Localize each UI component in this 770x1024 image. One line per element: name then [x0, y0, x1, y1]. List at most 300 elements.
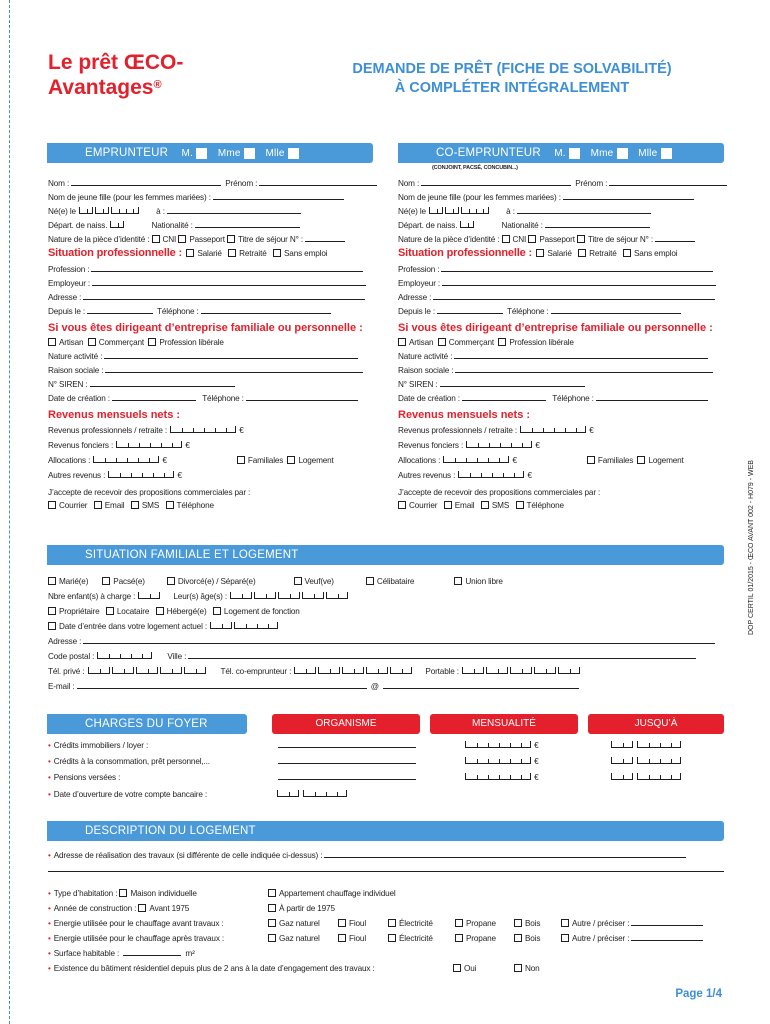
salarie-checkbox[interactable] [186, 249, 194, 257]
enfants-label: Nbre enfant(s) à charge : [48, 592, 136, 601]
revenus-pro-label: Revenus professionnels / retraite : [48, 426, 167, 435]
port-3[interactable] [510, 667, 532, 674]
telco-4[interactable] [366, 667, 388, 674]
retraite-label: Retraité [239, 249, 267, 258]
enfants-boxes[interactable] [138, 592, 160, 599]
etat-0-checkbox[interactable] [48, 577, 56, 585]
email-domain-field[interactable] [383, 681, 579, 689]
m2-label: m² [185, 949, 195, 958]
email-label: Email [104, 501, 125, 510]
date-creation-field[interactable] [462, 393, 546, 401]
energie-opt-label: Gaz naturel [279, 919, 320, 928]
oui-checkbox[interactable] [453, 964, 461, 972]
page-title [302, 60, 722, 98]
mois-boxes[interactable] [611, 741, 633, 748]
etat-5-checkbox[interactable] [454, 577, 462, 585]
revenus-pro-label: Revenus professionnels / retraite : [398, 426, 517, 435]
cni-checkbox[interactable] [502, 235, 510, 243]
allocations-boxes[interactable] [93, 456, 159, 463]
col-organisme: ORGANISME [272, 714, 420, 734]
profession-field[interactable] [91, 264, 363, 272]
logement-2-checkbox[interactable] [156, 607, 164, 615]
lieu-naissance-field[interactable] [167, 206, 301, 214]
revenus-pro-boxes[interactable] [520, 426, 586, 433]
logement-label: Logement [298, 456, 334, 465]
siren-field[interactable] [440, 379, 585, 387]
telephone-label: Téléphone : [507, 307, 549, 316]
etat-label-2: Divorcé(e) / Séparé(e) [177, 577, 256, 586]
birth-day[interactable] [79, 207, 93, 214]
tel-prive-label: Tél. privé : [48, 667, 85, 676]
energie-avant-2-checkbox[interactable] [388, 919, 396, 927]
appartement-checkbox[interactable] [268, 889, 276, 897]
birth-day[interactable] [429, 207, 443, 214]
artisan-label: Artisan [409, 338, 434, 347]
side-reference: DOP CERTIL 01/2015 - ŒCO AVANT 002 - H079 - WEB [748, 460, 755, 635]
energie-opt-label: Propane [466, 934, 496, 943]
familiales-checkbox[interactable] [587, 456, 595, 464]
piece-label: Nature de la pièce d’identité : [48, 235, 150, 244]
nature-activite-field[interactable] [454, 351, 708, 359]
autres-revenus-label: Autres revenus : [48, 471, 106, 480]
cut-line [9, 0, 10, 1024]
euro-label: € [512, 456, 517, 465]
energie-opt-label: Autre / préciser : [572, 934, 630, 943]
retraite-checkbox[interactable] [578, 249, 586, 257]
adresse-field[interactable] [83, 636, 715, 644]
etat-label-5: Union libre [465, 577, 503, 586]
annee-boxes[interactable] [637, 773, 681, 780]
email-checkbox[interactable] [444, 501, 452, 509]
nom-label: Nom : [398, 179, 420, 188]
telephone-label: Téléphone : [157, 307, 199, 316]
tel-2[interactable] [112, 667, 134, 674]
apres-1975-checkbox[interactable] [268, 904, 276, 912]
section-title: SITUATION FAMILIALE ET LOGEMENT [85, 549, 299, 561]
bullet: • [48, 741, 51, 750]
birth-year[interactable] [111, 207, 139, 214]
cp-boxes[interactable] [97, 652, 152, 659]
raison-sociale-field[interactable] [105, 365, 363, 373]
familiales-checkbox[interactable] [237, 456, 245, 464]
nature-activite-label: Nature activité : [48, 352, 103, 361]
energie-apres-0-checkbox[interactable] [268, 934, 276, 942]
autres-revenus-boxes[interactable] [108, 471, 174, 478]
mois-boxes[interactable] [611, 773, 633, 780]
nationalite-field[interactable] [545, 220, 650, 228]
organisme-field[interactable] [278, 772, 416, 780]
bullet: • [48, 790, 51, 799]
telephone-label: Téléphone [526, 501, 564, 510]
logement-checkbox[interactable] [637, 456, 645, 464]
adresse-field[interactable] [433, 292, 715, 300]
mensualite-boxes[interactable] [465, 741, 531, 748]
dep-naiss-label: Départ. de naiss. [398, 221, 458, 230]
mensualite-boxes[interactable] [465, 773, 531, 780]
tel-1[interactable] [88, 667, 110, 674]
energie-opt-label: Électricité [399, 934, 433, 943]
euro-label: € [162, 456, 167, 465]
date-creation-field[interactable] [112, 393, 196, 401]
energie-avant-label: Energie utilisée pour le chauffage avant travaux : [53, 919, 224, 928]
euro-label: € [177, 471, 182, 480]
telephone-field[interactable] [596, 393, 708, 401]
retraite-checkbox[interactable] [228, 249, 236, 257]
telephone-label: Téléphone : [202, 394, 244, 403]
commercant-checkbox[interactable] [438, 338, 446, 346]
maison-checkbox[interactable] [119, 889, 127, 897]
autres-revenus-boxes[interactable] [458, 471, 524, 478]
tel-3[interactable] [136, 667, 158, 674]
bullet: • [48, 757, 51, 766]
etat-1-checkbox[interactable] [102, 577, 110, 585]
date-creation-label: Date de création : [48, 394, 110, 403]
lieu-label: à : [506, 207, 515, 216]
age-4[interactable] [302, 592, 324, 599]
bullet: • [48, 964, 51, 973]
profession-liberale-checkbox[interactable] [148, 338, 156, 346]
euro-label: € [534, 741, 539, 750]
section-coemprunteur: CO-EMPRUNTEUR M. Mme Mlle [398, 143, 724, 163]
tel-4[interactable] [160, 667, 182, 674]
accepte-label: J’accepte de recevoir des propositions commerciales par : [398, 488, 601, 497]
etat-3-checkbox[interactable] [294, 577, 302, 585]
portable-label: Portable : [425, 667, 459, 676]
titre-sejour-field[interactable] [305, 234, 345, 242]
birth-month[interactable] [95, 207, 109, 214]
energie-opt-label: Bois [525, 919, 541, 928]
cni-label: CNI [512, 235, 527, 244]
col-jusqua: JUSQU’À [588, 714, 724, 734]
section-famille [47, 545, 724, 565]
date-entree-checkbox[interactable] [48, 622, 56, 630]
euro-label: € [239, 426, 244, 435]
sans-emploi-label: Sans emploi [633, 249, 678, 258]
nom-field[interactable] [421, 178, 571, 186]
logement-label-1: Locataire [116, 607, 150, 616]
passeport-label: Passeport [189, 235, 225, 244]
entree-mois[interactable] [210, 622, 232, 629]
energie-opt-label: Propane [466, 919, 496, 928]
age-3[interactable] [278, 592, 300, 599]
age-1[interactable] [230, 592, 252, 599]
prenom-field[interactable] [259, 178, 377, 186]
annee-boxes[interactable] [637, 741, 681, 748]
energie-opt-label: Électricité [399, 919, 433, 928]
familiales-label: Familiales [247, 456, 284, 465]
title-line2: À COMPLÉTER INTÉGRALEMENT [394, 80, 630, 96]
email-checkbox[interactable] [94, 501, 102, 509]
telephone-checkbox[interactable] [516, 501, 524, 509]
organisme-field[interactable] [278, 740, 416, 748]
telco-1[interactable] [294, 667, 316, 674]
adresse-travaux-field[interactable] [324, 850, 686, 858]
employeur-field[interactable] [442, 278, 716, 286]
ouverture-mois[interactable] [277, 790, 299, 797]
mensualite-boxes[interactable] [465, 757, 531, 764]
email-label: E-mail : [48, 682, 75, 691]
energie-apres-5-checkbox[interactable] [561, 934, 569, 942]
sans-emploi-label: Sans emploi [283, 249, 328, 258]
etat-2-checkbox[interactable] [167, 577, 175, 585]
allocations-boxes[interactable] [443, 456, 509, 463]
telephone-label: Téléphone : [552, 394, 594, 403]
checkbox-m[interactable] [196, 148, 207, 159]
passeport-checkbox[interactable] [528, 235, 536, 243]
titre-sejour-label: Titre de séjour N° : [237, 235, 303, 244]
titre-sejour-field[interactable] [655, 234, 695, 242]
logement-label-2: Hébergé(e) [166, 607, 207, 616]
lieu-label: à : [156, 207, 165, 216]
adresse-label: Adresse : [48, 637, 82, 646]
logement-label-0: Propriétaire [59, 607, 100, 616]
port-5[interactable] [558, 667, 580, 674]
checkbox-mme[interactable] [617, 148, 628, 159]
retraite-label: Retraité [589, 249, 617, 258]
page-number: Page 1/4 [675, 988, 722, 1000]
telco-5[interactable] [390, 667, 412, 674]
coemprunteur-note: (CONJOINT, PACSÉ, CONCUBIN...) [432, 165, 518, 171]
tel-co-label: Tél. co-emprunteur : [220, 667, 292, 676]
port-1[interactable] [462, 667, 484, 674]
adresse-travaux-line2[interactable] [48, 871, 724, 872]
telephone-checkbox[interactable] [166, 501, 174, 509]
ville-field[interactable] [188, 651, 696, 659]
entree-annee[interactable] [234, 622, 278, 629]
port-2[interactable] [486, 667, 508, 674]
sms-label: SMS [141, 501, 160, 510]
cp-label: Code postal : [48, 652, 95, 661]
raison-sociale-label: Raison sociale : [48, 366, 104, 375]
energie-opt-label: Autre / préciser : [572, 919, 630, 928]
profession-label: Profession : [398, 265, 440, 274]
passeport-label: Passeport [539, 235, 575, 244]
energie-apres-3-checkbox[interactable] [455, 934, 463, 942]
apres-1975-label: À partir de 1975 [279, 904, 335, 913]
ne-le-label: Né(e) le [398, 207, 426, 216]
organisme-field[interactable] [278, 756, 416, 764]
annee-boxes[interactable] [637, 757, 681, 764]
depuis-field[interactable] [437, 306, 503, 314]
artisan-label: Artisan [59, 338, 84, 347]
oui-label: Oui [464, 964, 477, 973]
telco-3[interactable] [342, 667, 364, 674]
logement-label: Logement [648, 456, 684, 465]
bullet: • [48, 851, 51, 860]
energie-avant-1-checkbox[interactable] [338, 919, 346, 927]
euro-label: € [589, 426, 594, 435]
energie-apres-4-checkbox[interactable] [514, 934, 522, 942]
courrier-checkbox[interactable] [398, 501, 406, 509]
sans-emploi-checkbox[interactable] [623, 249, 631, 257]
euro-label: € [534, 773, 539, 782]
nom-jeune-fille-field[interactable] [563, 192, 694, 200]
non-label: Non [525, 964, 540, 973]
revenus-fonciers-label: Revenus fonciers : [398, 441, 464, 450]
prenom-field[interactable] [609, 178, 727, 186]
age-5[interactable] [326, 592, 348, 599]
bullet: • [48, 934, 51, 943]
mois-boxes[interactable] [611, 757, 633, 764]
courrier-label: Courrier [59, 501, 88, 510]
logo-line1: Le prêt ŒCO- [48, 51, 184, 74]
etat-4-checkbox[interactable] [366, 577, 374, 585]
revenus-heading: Revenus mensuels nets : [48, 409, 181, 421]
dirigeant-heading: Si vous êtes dirigeant d’entreprise familiale ou personnelle : [398, 322, 713, 334]
non-checkbox[interactable] [514, 964, 522, 972]
titre-sejour-checkbox[interactable] [577, 235, 585, 243]
telephone-field[interactable] [201, 306, 331, 314]
telephone-field[interactable] [246, 393, 358, 401]
at-label: @ [370, 682, 379, 691]
checkbox-m[interactable] [569, 148, 580, 159]
ne-le-label: Né(e) le [48, 207, 76, 216]
autre-avant-field[interactable] [631, 918, 703, 926]
artisan-checkbox[interactable] [48, 338, 56, 346]
section-title: EMPRUNTEUR [85, 147, 169, 159]
autres-revenus-label: Autres revenus : [398, 471, 456, 480]
birth-year[interactable] [461, 207, 489, 214]
logo-line2: Avantages [48, 76, 154, 99]
age-2[interactable] [254, 592, 276, 599]
avant-1975-label: Avant 1975 [149, 904, 190, 913]
title-line1: DEMANDE DE PRÊT (FICHE DE SOLVABILITÉ) [352, 61, 672, 77]
familiales-label: Familiales [597, 456, 634, 465]
energie-opt-label: Fioul [349, 934, 366, 943]
artisan-checkbox[interactable] [398, 338, 406, 346]
ouverture-annee[interactable] [303, 790, 347, 797]
bullet: • [48, 949, 51, 958]
prenom-label: Prénom : [575, 179, 608, 188]
passeport-checkbox[interactable] [178, 235, 186, 243]
employeur-label: Employeur : [48, 279, 91, 288]
port-4[interactable] [534, 667, 556, 674]
euro-label: € [534, 757, 539, 766]
profession-liberale-checkbox[interactable] [498, 338, 506, 346]
bullet: • [48, 919, 51, 928]
nom-jeune-fille-label: Nom de jeune fille (pour les femmes mariées) : [398, 193, 561, 202]
energie-avant-3-checkbox[interactable] [455, 919, 463, 927]
courrier-checkbox[interactable] [48, 501, 56, 509]
section-logement [47, 821, 724, 841]
lieu-naissance-field[interactable] [517, 206, 651, 214]
energie-avant-4-checkbox[interactable] [514, 919, 522, 927]
sms-checkbox[interactable] [131, 501, 139, 509]
profession-field[interactable] [441, 264, 713, 272]
existence-label: Existence du bâtiment résidentiel depuis plus de 2 ans à la date d’engagement des travaux : [53, 964, 375, 973]
dirigeant-heading: Si vous êtes dirigeant d’entreprise familiale ou personnelle : [48, 322, 363, 334]
piece-label: Nature de la pièce d’identité : [398, 235, 500, 244]
checkbox-mlle[interactable] [288, 148, 299, 159]
energie-apres-1-checkbox[interactable] [338, 934, 346, 942]
raison-sociale-field[interactable] [455, 365, 713, 373]
adresse-label: Adresse : [48, 293, 82, 302]
surface-label: Surface habitable : [53, 949, 120, 958]
email-label: Email [454, 501, 475, 510]
energie-avant-0-checkbox[interactable] [268, 919, 276, 927]
type-label: Type d’habitation : [53, 889, 118, 898]
sans-emploi-checkbox[interactable] [273, 249, 281, 257]
cni-checkbox[interactable] [152, 235, 160, 243]
energie-avant-5-checkbox[interactable] [561, 919, 569, 927]
ville-label: Ville : [167, 652, 187, 661]
sms-checkbox[interactable] [481, 501, 489, 509]
avant-1975-checkbox[interactable] [138, 904, 146, 912]
nature-activite-label: Nature activité : [398, 352, 453, 361]
departement-naissance[interactable] [110, 221, 124, 228]
nature-activite-field[interactable] [104, 351, 358, 359]
logement-label-3: Logement de fonction [223, 607, 300, 616]
nationalite-label: Nationalité : [501, 221, 543, 230]
commercant-checkbox[interactable] [88, 338, 96, 346]
birth-month[interactable] [445, 207, 459, 214]
energie-opt-label: Bois [525, 934, 541, 943]
autre-apres-field[interactable] [631, 933, 703, 941]
energie-opt-label: Fioul [349, 919, 366, 928]
maison-label: Maison individuelle [130, 889, 197, 898]
checkbox-mlle[interactable] [661, 148, 672, 159]
sit-pro-heading: Situation professionnelle : [398, 247, 533, 259]
section-title: CHARGES DU FOYER [85, 718, 208, 730]
email-local-field[interactable] [77, 681, 367, 689]
depuis-field[interactable] [87, 306, 153, 314]
adresse-field[interactable] [83, 292, 365, 300]
checkbox-mme[interactable] [244, 148, 255, 159]
adresse-label: Adresse : [398, 293, 432, 302]
tel-5[interactable] [184, 667, 206, 674]
telephone-field[interactable] [551, 306, 681, 314]
commercant-label: Commerçant [448, 338, 495, 347]
euro-label: € [185, 441, 190, 450]
logement-1-checkbox[interactable] [106, 607, 114, 615]
salarie-label: Salarié [547, 249, 572, 258]
energie-apres-2-checkbox[interactable] [388, 934, 396, 942]
logement-3-checkbox[interactable] [213, 607, 221, 615]
revenus-heading: Revenus mensuels nets : [398, 409, 531, 421]
accepte-label: J’accepte de recevoir des propositions commerciales par : [48, 488, 251, 497]
revenus-fonciers-boxes[interactable] [116, 441, 182, 448]
commercant-label: Commerçant [98, 338, 145, 347]
charge-label-1: Crédits à la consommation, prêt personnel,... [53, 757, 210, 766]
salarie-checkbox[interactable] [536, 249, 544, 257]
appartement-label: Appartement chauffage individuel [279, 889, 396, 898]
employeur-label: Employeur : [398, 279, 441, 288]
revenus-fonciers-boxes[interactable] [466, 441, 532, 448]
telco-2[interactable] [318, 667, 340, 674]
nom-field[interactable] [71, 178, 221, 186]
employeur-field[interactable] [92, 278, 366, 286]
surface-field[interactable] [123, 948, 181, 956]
annee-label: Année de construction : [53, 904, 137, 913]
bullet: • [48, 773, 51, 782]
nationalite-label: Nationalité : [151, 221, 193, 230]
nom-jeune-fille-field[interactable] [213, 192, 344, 200]
prenom-label: Prénom : [225, 179, 258, 188]
energie-opt-label: Gaz naturel [279, 934, 320, 943]
siren-field[interactable] [90, 379, 235, 387]
logo [48, 50, 183, 100]
sit-pro-heading: Situation professionnelle : [48, 247, 183, 259]
date-creation-label: Date de création : [398, 394, 460, 403]
titre-sejour-checkbox[interactable] [227, 235, 235, 243]
energie-apres-label: Energie utilisée pour le chauffage après travaux : [53, 934, 225, 943]
logement-0-checkbox[interactable] [48, 607, 56, 615]
departement-naissance[interactable] [460, 221, 474, 228]
siren-label: N° SIREN : [398, 380, 438, 389]
nationalite-field[interactable] [195, 220, 300, 228]
revenus-pro-boxes[interactable] [170, 426, 236, 433]
logement-checkbox[interactable] [287, 456, 295, 464]
